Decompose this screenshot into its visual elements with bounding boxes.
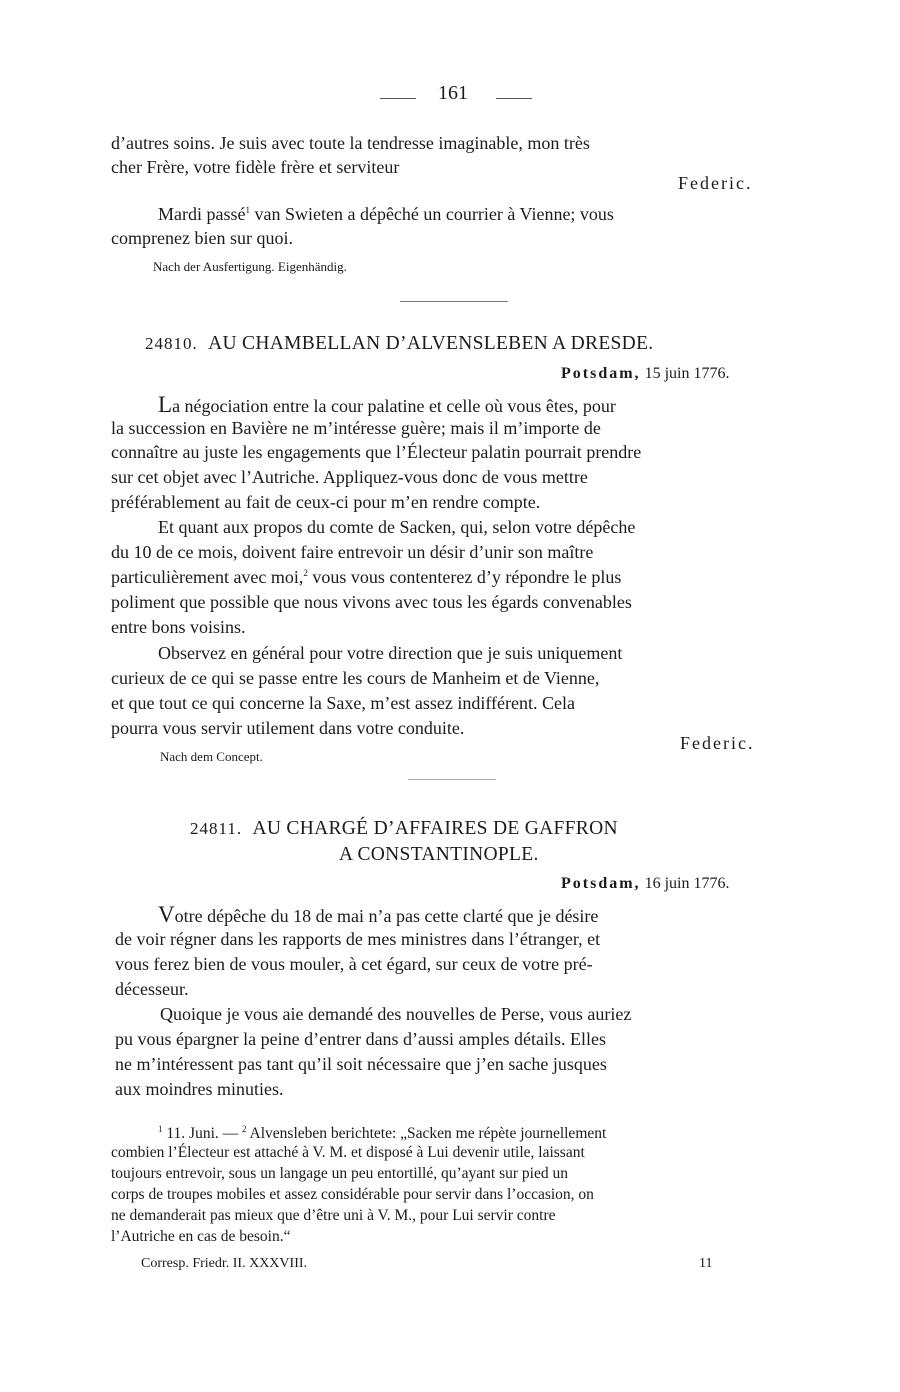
postscript-line <box>158 204 614 225</box>
letter-place: Potsdam, <box>561 365 641 382</box>
header-dash-left <box>380 98 416 99</box>
section-divider <box>400 301 508 302</box>
text-line: curieux de ce qui se passe entre les cours de Manheim et de Vienne, <box>111 668 600 688</box>
text-line: décesseur. <box>115 979 189 999</box>
footnote-line: corps de troupes mobiles et assez considérable pour servir dans l’occasion, on <box>111 1186 594 1203</box>
text-line: ne m’intéressent pas tant qu’il soit nécessaire que j’en sache jusques <box>115 1054 607 1074</box>
initial-letter: L <box>158 392 173 417</box>
footnote-ref: 1 <box>245 205 250 215</box>
text-fragment: vous vous contenterez d’y répondre le plus <box>307 567 622 587</box>
text-line: pourra vous servir utilement dans votre conduite. <box>111 718 465 738</box>
footnote-line: toujours entrevoir, sous un langage un peu entortillé, qu’ayant sur pied un <box>111 1165 568 1182</box>
letter-dateline <box>561 365 729 383</box>
text-fragment: Mardi passé <box>158 204 246 224</box>
footer-sheet-number: 11 <box>699 1256 713 1271</box>
text-line <box>111 567 621 588</box>
letter-dateline <box>561 875 729 893</box>
letter-date: 15 juin 1776. <box>640 365 730 382</box>
text-line: Et quant aux propos du comte de Sacken, qui, selon votre dépêche <box>158 517 636 537</box>
text-line: comprenez bien sur quoi. <box>111 228 293 248</box>
footnote-line: ne demanderait pas mieux que d’être uni à V. M., pour Lui servir contre <box>111 1207 556 1224</box>
letter-title: AU CHAMBELLAN D’ALVENSLEBEN A DRESDE. <box>208 333 654 354</box>
text-fragment: a négociation entre la cour palatine et celle où vous êtes, pour <box>172 396 616 416</box>
footnote-ref: 2 <box>303 568 308 578</box>
text-line: pu vous épargner la peine d’entrer dans d’aussi amples détails. Elles <box>115 1029 607 1049</box>
text-fragment: otre dépêche du 18 de mai n’a pas cette clarté que je désire <box>174 906 599 926</box>
text-line <box>158 902 598 928</box>
letter-title: AU CHARGÉ D’AFFAIRES DE GAFFRON <box>252 818 618 839</box>
signature: Federic. <box>678 173 753 193</box>
text-line: Quoique je vous aie demandé des nouvelles de Perse, vous auriez <box>160 1004 632 1024</box>
text-line: cher Frère, votre fidèle frère et serviteur <box>111 157 400 177</box>
footnote-line: combien l’Électeur est attaché à V. M. et disposé à Lui devenir utile, laissant <box>111 1144 585 1161</box>
letter-number: 24810. <box>145 334 198 353</box>
text-line: préférablement au fait de ceux-ci pour m’en rendre compte. <box>111 492 541 512</box>
footer-signature-mark: Corresp. Friedr. II. XXXVIII. <box>141 1256 308 1271</box>
source-note: Nach der Ausfertigung. Eigenhändig. <box>153 259 347 274</box>
footnote-mark: 2 <box>242 1124 247 1134</box>
text-line: entre bons voisins. <box>111 617 246 637</box>
initial-letter: V <box>158 902 175 927</box>
text-line: et que tout ce qui concerne la Saxe, m’est assez indifférent. Cela <box>111 693 575 713</box>
letter-title-line2: A CONSTANTINOPLE. <box>339 844 539 865</box>
footnote-line: l’Autriche en cas de besoin.“ <box>111 1228 291 1245</box>
letter-heading <box>145 333 653 355</box>
text-fragment: 11. Juni. — <box>162 1125 243 1143</box>
text-fragment: particulièrement avec moi, <box>111 567 304 587</box>
header-dash-right <box>496 98 532 99</box>
footnote-mark: 1 <box>158 1124 163 1134</box>
page-number: 161 <box>438 82 468 104</box>
letter-heading <box>190 818 618 840</box>
text-line: poliment que possible que nous vivons avec tous les égards convenables <box>111 592 632 612</box>
section-divider <box>408 779 496 780</box>
signature: Federic. <box>680 733 755 753</box>
text-line: vous ferez bien de vous mouler, à cet égard, sur ceux de votre pré- <box>115 954 593 974</box>
letter-place: Potsdam, <box>561 875 641 892</box>
text-line: d’autres soins. Je suis avec toute la tendresse imaginable, mon très <box>111 133 590 153</box>
letter-number: 24811. <box>190 819 243 838</box>
text-line: sur cet objet avec l’Autriche. Appliquez-vous donc de vous mettre <box>111 467 588 487</box>
text-line <box>158 392 616 418</box>
footnote-line <box>158 1124 606 1143</box>
text-fragment: Alvensleben berichtete: „Sacken me répète journellement <box>246 1125 607 1143</box>
text-line: Observez en général pour votre direction que je suis uniquement <box>158 643 623 663</box>
letter-date: 16 juin 1776. <box>640 875 730 892</box>
text-line: du 10 de ce mois, doivent faire entrevoir un désir d’unir son maître <box>111 542 594 562</box>
text-line: connaître au juste les engagements que l’Électeur palatin pourrait prendre <box>111 442 642 462</box>
text-line: la succession en Bavière ne m’intéresse guère; mais il m’importe de <box>111 418 601 438</box>
text-fragment: van Swieten a dépêché un courrier à Vienne; vous <box>249 204 614 224</box>
source-note: Nach dem Concept. <box>160 749 263 764</box>
text-line: de voir régner dans les rapports de mes ministres dans l’étranger, et <box>115 929 601 949</box>
text-line: aux moindres minuties. <box>115 1079 284 1099</box>
